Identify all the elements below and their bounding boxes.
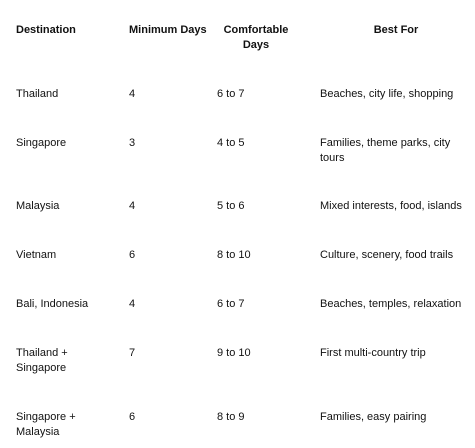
header-comfortable-days: Comfortable Days [223,24,289,51]
cell-destination: Vietnam [16,249,57,261]
cell-best-for: Beaches, temples, relaxation [320,298,462,310]
cell-minimum-days: 4 [129,200,136,212]
header-destination: Destination [16,24,76,36]
cell-best-for: Families, theme parks, city tours [320,137,451,164]
cell-destination: Singapore + Malaysia [16,411,76,438]
cell-best-for: First multi-country trip [320,347,426,359]
cell-destination: Thailand [16,88,59,100]
cell-comfortable-days: 6 to 7 [217,298,245,310]
cell-minimum-days: 7 [129,347,136,359]
cell-comfortable-days: 6 to 7 [217,88,245,100]
cell-comfortable-days: 8 to 10 [217,249,251,261]
cell-minimum-days: 4 [129,88,136,100]
cell-best-for: Culture, scenery, food trails [320,249,454,261]
header-best-for: Best For [373,24,419,36]
cell-comfortable-days: 8 to 9 [217,411,245,423]
cell-best-for: Families, easy pairing [320,411,427,423]
cell-comfortable-days: 5 to 6 [217,200,245,212]
cell-minimum-days: 6 [129,249,136,261]
cell-destination: Thailand + Singapore [16,347,68,374]
cell-comfortable-days: 4 to 5 [217,137,245,149]
cell-destination: Singapore [16,137,67,149]
cell-minimum-days: 3 [129,137,136,149]
cell-best-for: Mixed interests, food, islands [320,200,462,212]
header-minimum-days: Minimum Days [129,24,207,36]
cell-comfortable-days: 9 to 10 [217,347,251,359]
cell-minimum-days: 6 [129,411,136,423]
cell-best-for: Beaches, city life, shopping [320,88,454,100]
cell-destination: Malaysia [16,200,60,212]
cell-destination: Bali, Indonesia [16,298,89,310]
cell-minimum-days: 4 [129,298,136,310]
